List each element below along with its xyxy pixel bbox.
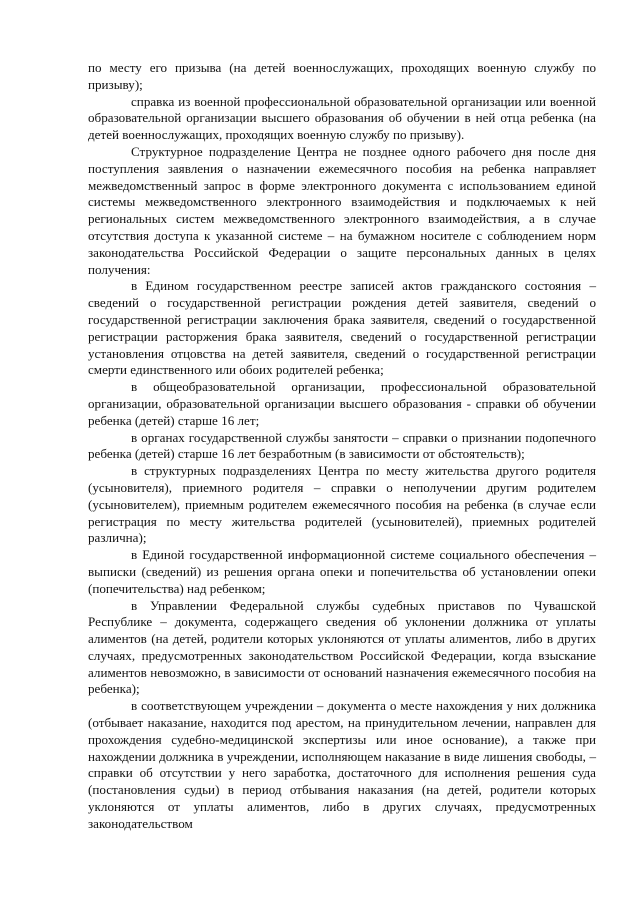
- paragraph-military-school-certificate: справка из военной профессиональной образовательной организации или военной образовательной организации высшего образования об обучении в ней отца ребенка (на детей военнослужащих, проходящих военную службу по призыву).: [88, 93, 596, 143]
- document-page: [88, 60, 596, 833]
- paragraph-social-security-system: в Единой государственной информационной системе социального обеспечения – выписки (сведений) из решения органа опеки и попечительства об установлении опеки (попечительства) над ребенком;: [88, 547, 596, 596]
- paragraph-civil-registry: в Едином государственном реестре записей актов гражданского состояния – сведений о государственной регистрации рождения детей заявителя, сведений о государственной регистрации заключения брака заявителя, сведений о государственной регистрации расторжения брака заявителя, сведений о государственной регистрации установления отцовства на детей заявителя, сведений о государственной регистрации смерти единственного или обоих родителей ребенка;: [88, 278, 596, 378]
- paragraph-employment-service: в органах государственной службы занятости – справки о признании подопечного ребенка (детей) старше 16 лет безработным (в зависимости от обстоятельств);: [88, 429, 596, 462]
- paragraph-education-certificate: в общеобразовательной организации, профессиональной образовательной организации, образовательной организации высшего образования - справки об обучении ребенка (детей) старше 16 лет;: [88, 379, 596, 428]
- paragraph-conscription-continuation: по месту его призыва (на детей военнослужащих, проходящих военную службу по призыву);: [88, 60, 596, 92]
- paragraph-other-parent-center: в структурных подразделениях Центра по месту жительства другого родителя (усыновителя), приемного родителя – справки о неполучении другим родителем (усыновителем), приемным родителем ежемесячного пособия на ребенка (в случае если регистрация по месту жительства родителей (усыновителей), приемных родителей различна);: [88, 463, 596, 546]
- paragraph-interagency-request: Структурное подразделение Центра не позднее одного рабочего дня после дня поступления заявления о назначении ежемесячного пособия на ребенка направляет межведомственный запрос в форме электронного документа с использованием единой системы межведомственного электронного взаимодействия и подключаемых к ней региональных систем межведомственного электронного взаимодействия, а в случае отсутствия доступа к указанной системе – на бумажном носителе с соблюдением норм законодательства Российской Федерации о защите персональных данных в целях получения:: [88, 143, 596, 277]
- paragraph-debtor-institution: в соответствующем учреждении – документа о месте нахождения у них должника (отбывает наказание, находится под арестом, на принудительном лечении, направлен для прохождения судебно-медицинской экспертизы или иное основание), а также при нахождении должника в учреждении, исполняющем наказание в виде лишения свободы, – справки об отсутствии у него заработка, достаточного для исполнения решения суда (постановления судьи) в период отбывания наказания (на детей, родители которых уклоняются от уплаты алиментов, либо в других случаях, предусмотренных законодательством: [88, 698, 596, 831]
- paragraph-bailiff-service: в Управлении Федеральной службы судебных приставов по Чувашской Республике – документа, содержащего сведения об уклонении должника от уплаты алиментов (на детей, родители которых уклоняются от уплаты алиментов, либо в других случаях, предусмотренных законодательством Российской Федерации, когда взыскание алиментов невозможно, в зависимости от оснований назначения ежемесячного пособия на ребенка);: [88, 597, 596, 697]
